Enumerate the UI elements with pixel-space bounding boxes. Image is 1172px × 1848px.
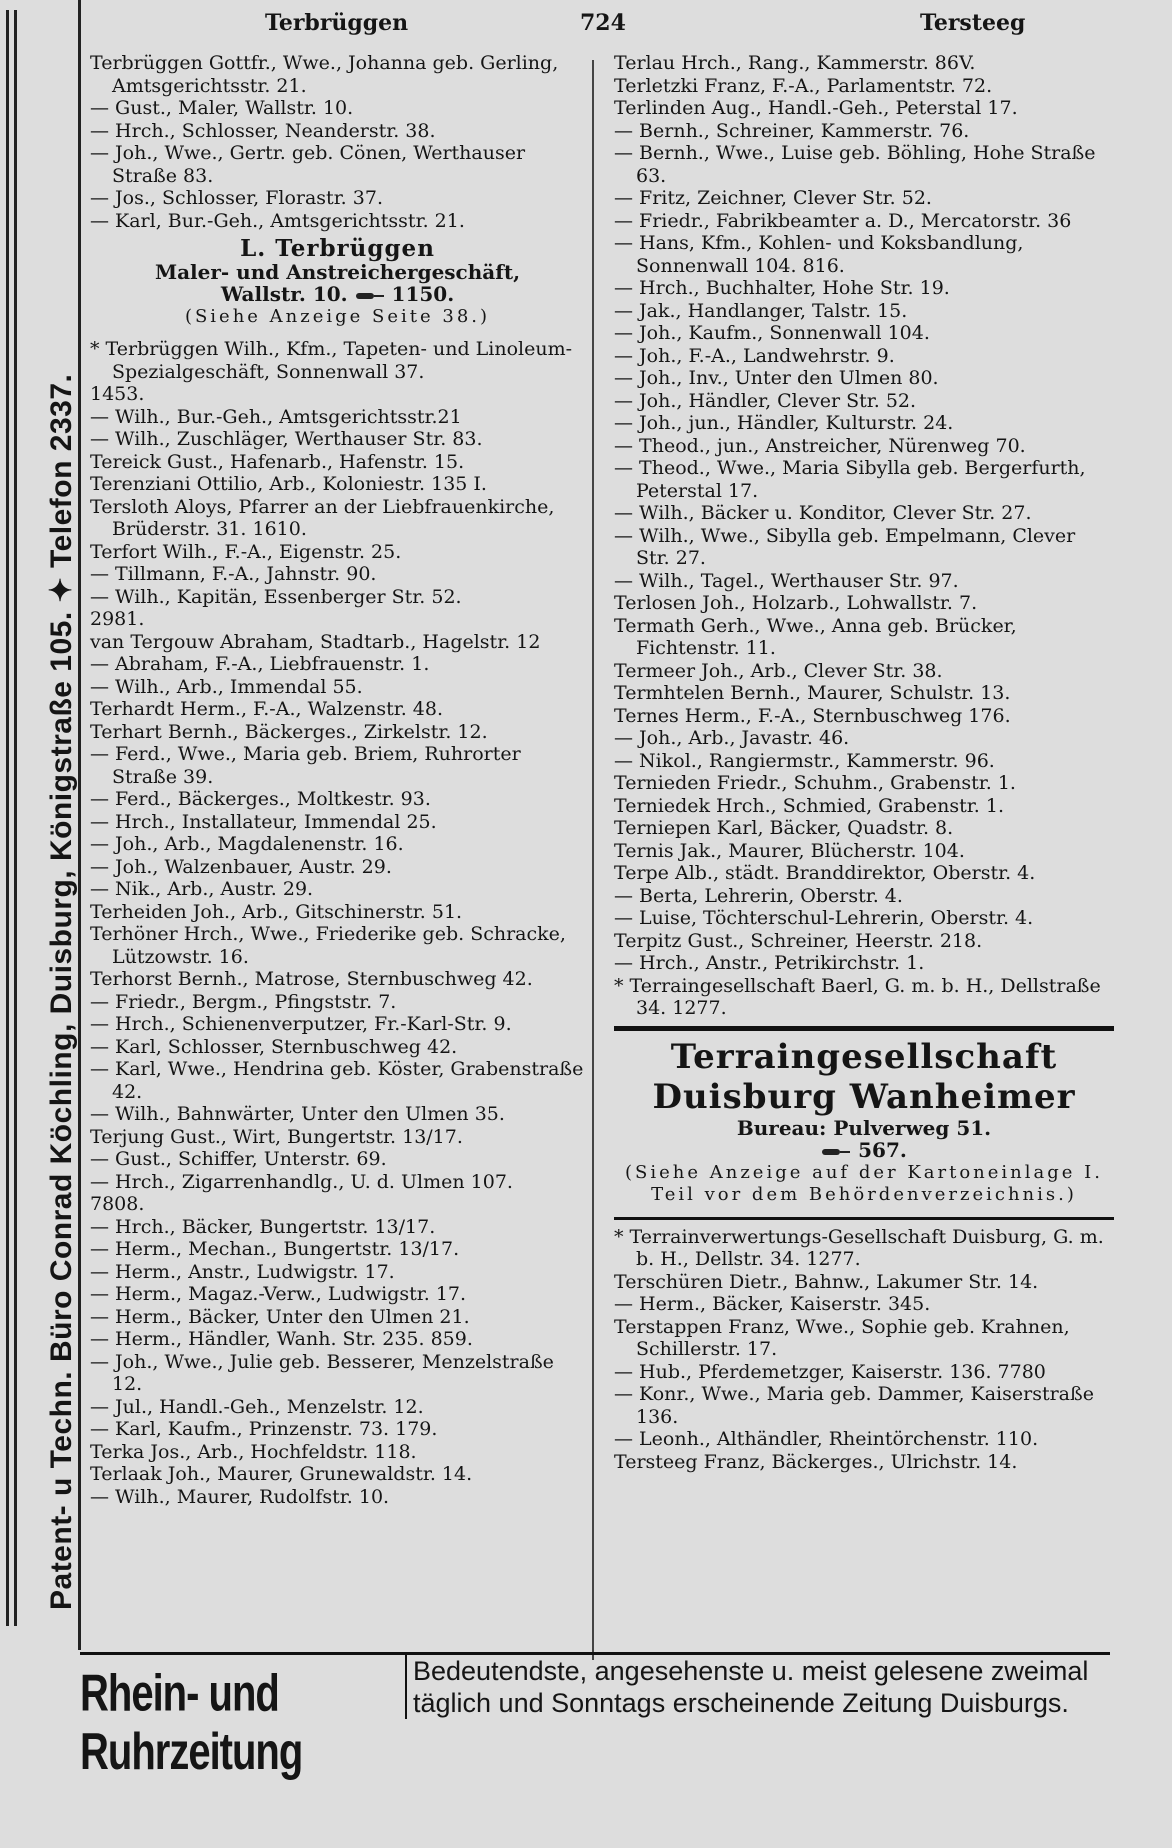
directory-entry: van Tergouw Abraham, Stadtarb., Hagelstr. 12 — [90, 630, 541, 653]
directory-entry: — Wilh., Wwe., Sibylla geb. Empelmann, Clever Str. 27. — [614, 524, 1076, 569]
directory-entry: — Wilh., Bur.-Geh., Amtsgerichtsstr.21 — [90, 405, 462, 428]
directory-entry: Terniepen Karl, Bäcker, Quadstr. 8. — [614, 817, 954, 839]
directory-entry: — Joh., Inv., Unter den Ulmen 80. — [614, 367, 939, 389]
directory-entry: Terhöner Hrch., Wwe., Friederike geb. Schracke, Lützowstr. 16. — [90, 923, 566, 968]
directory-entry: 7808. — [90, 1193, 145, 1215]
ad-bureau: Bureau: Pulverweg 51. — [736, 1115, 992, 1140]
directory-entry: — Tillmann, F.-A., Jahnstr. 90. — [90, 563, 377, 585]
directory-entry: — Wilh., Bahnwärter, Unter den Ulmen 35. — [90, 1103, 505, 1125]
directory-entry: Terniedek Hrch., Schmied, Grabenstr. 1. — [614, 794, 1004, 817]
directory-entry: Ternis Jak., Maurer, Blücherstr. 104. — [614, 839, 965, 862]
directory-entry: Terlinden Aug., Handl.-Geh., Peterstal 17. — [614, 97, 1018, 119]
directory-entry: — Joh., Kaufm., Sonnenwall 104. — [614, 322, 930, 344]
divider — [614, 1217, 1114, 1220]
directory-entry: — Joh., Wwe., Julie geb. Besserer, Menzelstraße 12. — [90, 1350, 554, 1395]
directory-entry: 1453. — [90, 383, 145, 405]
telephone-icon — [355, 290, 385, 302]
directory-entry: Terfort Wilh., F.-A., Eigenstr. 25. — [90, 540, 402, 563]
ad-address: Wallstr. 10. — [220, 282, 348, 306]
directory-entry: Terhorst Bernh., Matrose, Sternbuschweg 42. — [90, 968, 533, 990]
directory-entry: — Wilh., Arb., Immendal 55. — [90, 675, 363, 698]
side-rule — [14, 10, 17, 1626]
telephone-icon — [821, 1146, 851, 1158]
footer-text — [405, 1655, 1113, 1719]
directory-entry: — Friedr., Bergm., Pfingststr. 7. — [90, 990, 397, 1013]
left-column — [90, 52, 585, 1508]
directory-entry: * Terraingesellschaft Baerl, G. m. b. H., Dellstraße 34. 1277. — [614, 974, 1101, 1019]
directory-entry: — Abraham, F.-A., Liebfrauenstr. 1. — [90, 653, 430, 675]
directory-entry: — Wilh., Maurer, Rudolfstr. 10. — [90, 1485, 390, 1508]
directory-entry: — Bernh., Schreiner, Kammerstr. 76. — [614, 119, 970, 142]
directory-entry: Terhart Bernh., Bäckerges., Zirkelstr. 12. — [90, 720, 488, 743]
directory-entry: — Herm., Händler, Wanh. Str. 235. 859. — [90, 1328, 473, 1350]
ad-line — [90, 283, 585, 306]
entry-list — [614, 52, 1114, 1020]
directory-entry: — Wilh., Kapitän, Essenberger Str. 52. — [90, 585, 462, 608]
entry-list — [90, 52, 585, 232]
directory-entry: Terpe Alb., städt. Branddirektor, Oberstr. 4. — [614, 862, 1036, 884]
directory-entry: — Berta, Lehrerin, Oberstr. 4. — [614, 884, 903, 907]
ad-note: (Siehe Anzeige Seite 38.) — [184, 305, 491, 327]
entry-list — [90, 338, 585, 1508]
ad-phone: 567. — [858, 1138, 907, 1162]
directory-entry: — Gust., Maler, Wallstr. 10. — [90, 97, 354, 119]
directory-entry: — Jos., Schlosser, Florastr. 37. — [90, 187, 383, 209]
side-banner-text: Patent- u Techn. Büro Conrad Köchling, Duisburg, Königstraße 105. ✦ Telefon 2337. — [45, 373, 78, 1610]
directory-entry: — Konr., Wwe., Maria geb. Dammer, Kaiserstraße 136. — [614, 1383, 1094, 1428]
ad-note: (Siehe Anzeige auf der Kartoneinlage I. Teil vor dem Behördenverzeichnis.) — [625, 1161, 1103, 1205]
terbruggen-ad — [90, 235, 585, 328]
directory-entry: — Hrch., Zigarrenhandlg., U. d. Ulmen 107. — [90, 1170, 513, 1193]
directory-entry: — Hrch., Buchhalter, Hohe Str. 19. — [614, 277, 950, 299]
directory-entry: — Karl, Wwe., Hendrina geb. Köster, Grabenstraße 42. — [90, 1058, 584, 1103]
directory-entry: — Hrch., Bäcker, Bungertstr. 13/17. — [90, 1215, 436, 1238]
directory-entry: — Friedr., Fabrikbeamter a. D., Mercatorstr. 36 — [614, 209, 1072, 232]
directory-entry: Termeer Joh., Arb., Clever Str. 38. — [614, 659, 943, 682]
directory-entry: — Joh., F.-A., Landwehrstr. 9. — [614, 344, 895, 367]
directory-entry: Terenziani Ottilio, Arb., Koloniestr. 135 I. — [90, 473, 487, 495]
directory-entry: — Joh., Walzenbauer, Austr. 29. — [90, 855, 392, 878]
directory-entry: — Leonh., Althändler, Rheintörchenstr. 110. — [614, 1428, 1039, 1450]
side-banner — [0, 0, 81, 1650]
header-left: Terbrüggen — [265, 10, 409, 36]
footer-ad — [80, 1652, 1110, 1781]
directory-entry: * Terrainverwertungs-Gesellschaft Duisburg, G. m. b. H., Dellstr. 34. 1277. — [614, 1225, 1104, 1270]
directory-entry: — Hrch., Installateur, Immendal 25. — [90, 810, 437, 833]
directory-entry: — Herm., Magaz.-Verw., Ludwigstr. 17. — [90, 1283, 467, 1305]
directory-entry: Terlau Hrch., Rang., Kammerstr. 86V. — [614, 52, 976, 74]
divider — [614, 1026, 1114, 1031]
directory-entry: — Herm., Bäcker, Kaiserstr. 345. — [614, 1293, 931, 1315]
directory-entry: — Bernh., Wwe., Luise geb. Böhling, Hohe Straße 63. — [614, 142, 1096, 187]
directory-entry: — Karl, Kaufm., Prinzenstr. 73. 179. — [90, 1418, 438, 1440]
directory-entry: — Fritz, Zeichner, Clever Str. 52. — [614, 187, 932, 209]
directory-entry: Terjung Gust., Wirt, Bungertstr. 13/17. — [90, 1125, 463, 1148]
directory-entry: Tersteeg Franz, Bäckerges., Ulrichstr. 14. — [614, 1450, 1018, 1473]
directory-entry: 2981. — [90, 608, 145, 630]
ad-title: Terraingesellschaft — [670, 1036, 1058, 1077]
directory-entry: — Nikol., Rangiermstr., Kammerstr. 96. — [614, 749, 995, 772]
directory-entry: — Karl, Schlosser, Sternbuschweg 42. — [90, 1035, 458, 1058]
directory-entry: Tersloth Aloys, Pfarrer an der Liebfrauenkirche, Brüderstr. 31. 1610. — [90, 495, 555, 540]
directory-entry: Terstappen Franz, Wwe., Sophie geb. Krahnen, Schillerstr. 17. — [614, 1315, 1070, 1360]
directory-entry: Terka Jos., Arb., Hochfeldstr. 118. — [90, 1440, 417, 1463]
directory-entry: Terschüren Dietr., Bahnw., Lakumer Str. 14. — [614, 1270, 1039, 1293]
directory-entry: — Theod., jun., Anstreicher, Nürenweg 70. — [614, 434, 1026, 457]
ad-phone: 1150. — [391, 282, 455, 306]
directory-entry: Terheiden Joh., Arb., Gitschinerstr. 51. — [90, 900, 463, 923]
directory-entry: Terlosen Joh., Holzarb., Lohwallstr. 7. — [614, 592, 978, 614]
directory-entry: — Hrch., Schienenverputzer, Fr.-Karl-Str. 9. — [90, 1013, 512, 1035]
directory-entry: — Nik., Arb., Austr. 29. — [90, 878, 314, 900]
directory-entry: — Joh., Arb., Javastr. 46. — [614, 727, 850, 749]
directory-entry: Terlaak Joh., Maurer, Grunewaldstr. 14. — [90, 1463, 473, 1485]
ad-line: Maler- und Anstreichergeschäft, — [154, 259, 521, 284]
footer-line: Bedeutendste, angesehenste u. meist gelesene zweimal — [413, 1656, 1089, 1686]
footer-title: Rhein- und Ruhrzeitung — [80, 1665, 303, 1781]
directory-entry: — Ferd., Bäckerges., Moltkestr. 93. — [90, 788, 431, 810]
directory-entry: — Hans, Kfm., Kohlen- und Koksbandlung, Sonnenwall 104. 816. — [614, 232, 1024, 277]
directory-entry: Termhtelen Bernh., Maurer, Schulstr. 13. — [614, 682, 1011, 704]
directory-entry: Terbrüggen Gottfr., Wwe., Johanna geb. Gerling, Amtsgerichtsstr. 21. — [90, 52, 559, 97]
directory-entry: — Wilh., Bäcker u. Konditor, Clever Str. 27. — [614, 502, 1032, 524]
directory-entry: — Joh., Wwe., Gertr. geb. Cönen, Werthauser Straße 83. — [90, 142, 526, 187]
directory-entry: Ternes Herm., F.-A., Sternbuschweg 176. — [614, 704, 1011, 727]
directory-entry: — Wilh., Zuschläger, Werthauser Str. 83. — [90, 428, 483, 450]
directory-entry: Termath Gerh., Wwe., Anna geb. Brücker, Fichtenstr. 11. — [614, 614, 1017, 659]
directory-entry: — Jak., Handlanger, Talstr. 15. — [614, 299, 908, 322]
directory-entry: — Joh., Händler, Clever Str. 52. — [614, 389, 917, 412]
directory-entry: — Joh., Arb., Magdalenenstr. 16. — [90, 833, 404, 855]
column-divider — [592, 60, 594, 1660]
directory-entry: — Gust., Schiffer, Unterstr. 69. — [90, 1148, 387, 1170]
directory-entry: — Joh., jun., Händler, Kulturstr. 24. — [614, 412, 954, 434]
directory-entry: Ternieden Friedr., Schuhm., Grabenstr. 1. — [614, 772, 1016, 794]
directory-entry: * Terbrüggen Wilh., Kfm., Tapeten- und Linoleum-Spezialgeschäft, Sonnenwall 37. — [90, 338, 573, 383]
directory-entry: — Herm., Mechan., Bungertstr. 13/17. — [90, 1238, 460, 1260]
header-right: Tersteeg — [920, 10, 1026, 36]
right-column — [614, 52, 1114, 1473]
directory-entry: — Hub., Pferdemetzger, Kaiserstr. 136. 7780 — [614, 1360, 1046, 1383]
directory-entry: — Herm., Anstr., Ludwigstr. 17. — [90, 1260, 395, 1283]
directory-entry: — Hrch., Schlosser, Neanderstr. 38. — [90, 119, 436, 142]
directory-entry: — Herm., Bäcker, Unter den Ulmen 21. — [90, 1305, 470, 1328]
directory-entry: — Ferd., Wwe., Maria geb. Briem, Ruhrorter Straße 39. — [90, 743, 521, 788]
directory-entry: — Hrch., Anstr., Petrikirchstr. 1. — [614, 952, 925, 974]
directory-entry: — Theod., Wwe., Maria Sibylla geb. Bergerfurth, Peterstal 17. — [614, 457, 1086, 502]
directory-entry: Terletzki Franz, F.-A., Parlamentstr. 72. — [614, 74, 993, 97]
directory-entry: — Luise, Töchterschul-Lehrerin, Oberstr. 4. — [614, 907, 1034, 929]
page-header — [90, 6, 1110, 40]
directory-entry: Tereick Gust., Hafenarb., Hafenstr. 15. — [90, 450, 465, 473]
directory-entry: Terhardt Herm., F.-A., Walzenstr. 48. — [90, 698, 444, 720]
ad-title: Duisburg Wanheimer — [652, 1076, 1076, 1117]
entry-list — [614, 1226, 1114, 1474]
ad-line — [614, 1139, 1114, 1162]
directory-entry: Terpitz Gust., Schreiner, Heerstr. 218. — [614, 929, 983, 952]
directory-entry: — Jul., Handl.-Geh., Menzelstr. 12. — [90, 1395, 424, 1418]
directory-entry: — Karl, Bur.-Geh., Amtsgerichtsstr. 21. — [90, 209, 465, 232]
page-number: 724 — [580, 10, 626, 36]
side-rule — [6, 10, 9, 1626]
directory-entry: — Wilh., Tagel., Werthauser Str. 97. — [614, 569, 959, 592]
terraingesellschaft-ad — [614, 1037, 1114, 1207]
footer-line: täglich und Sonntags erscheinende Zeitung Duisburgs. — [413, 1688, 1069, 1718]
ad-name: L. Terbrüggen — [240, 235, 435, 262]
